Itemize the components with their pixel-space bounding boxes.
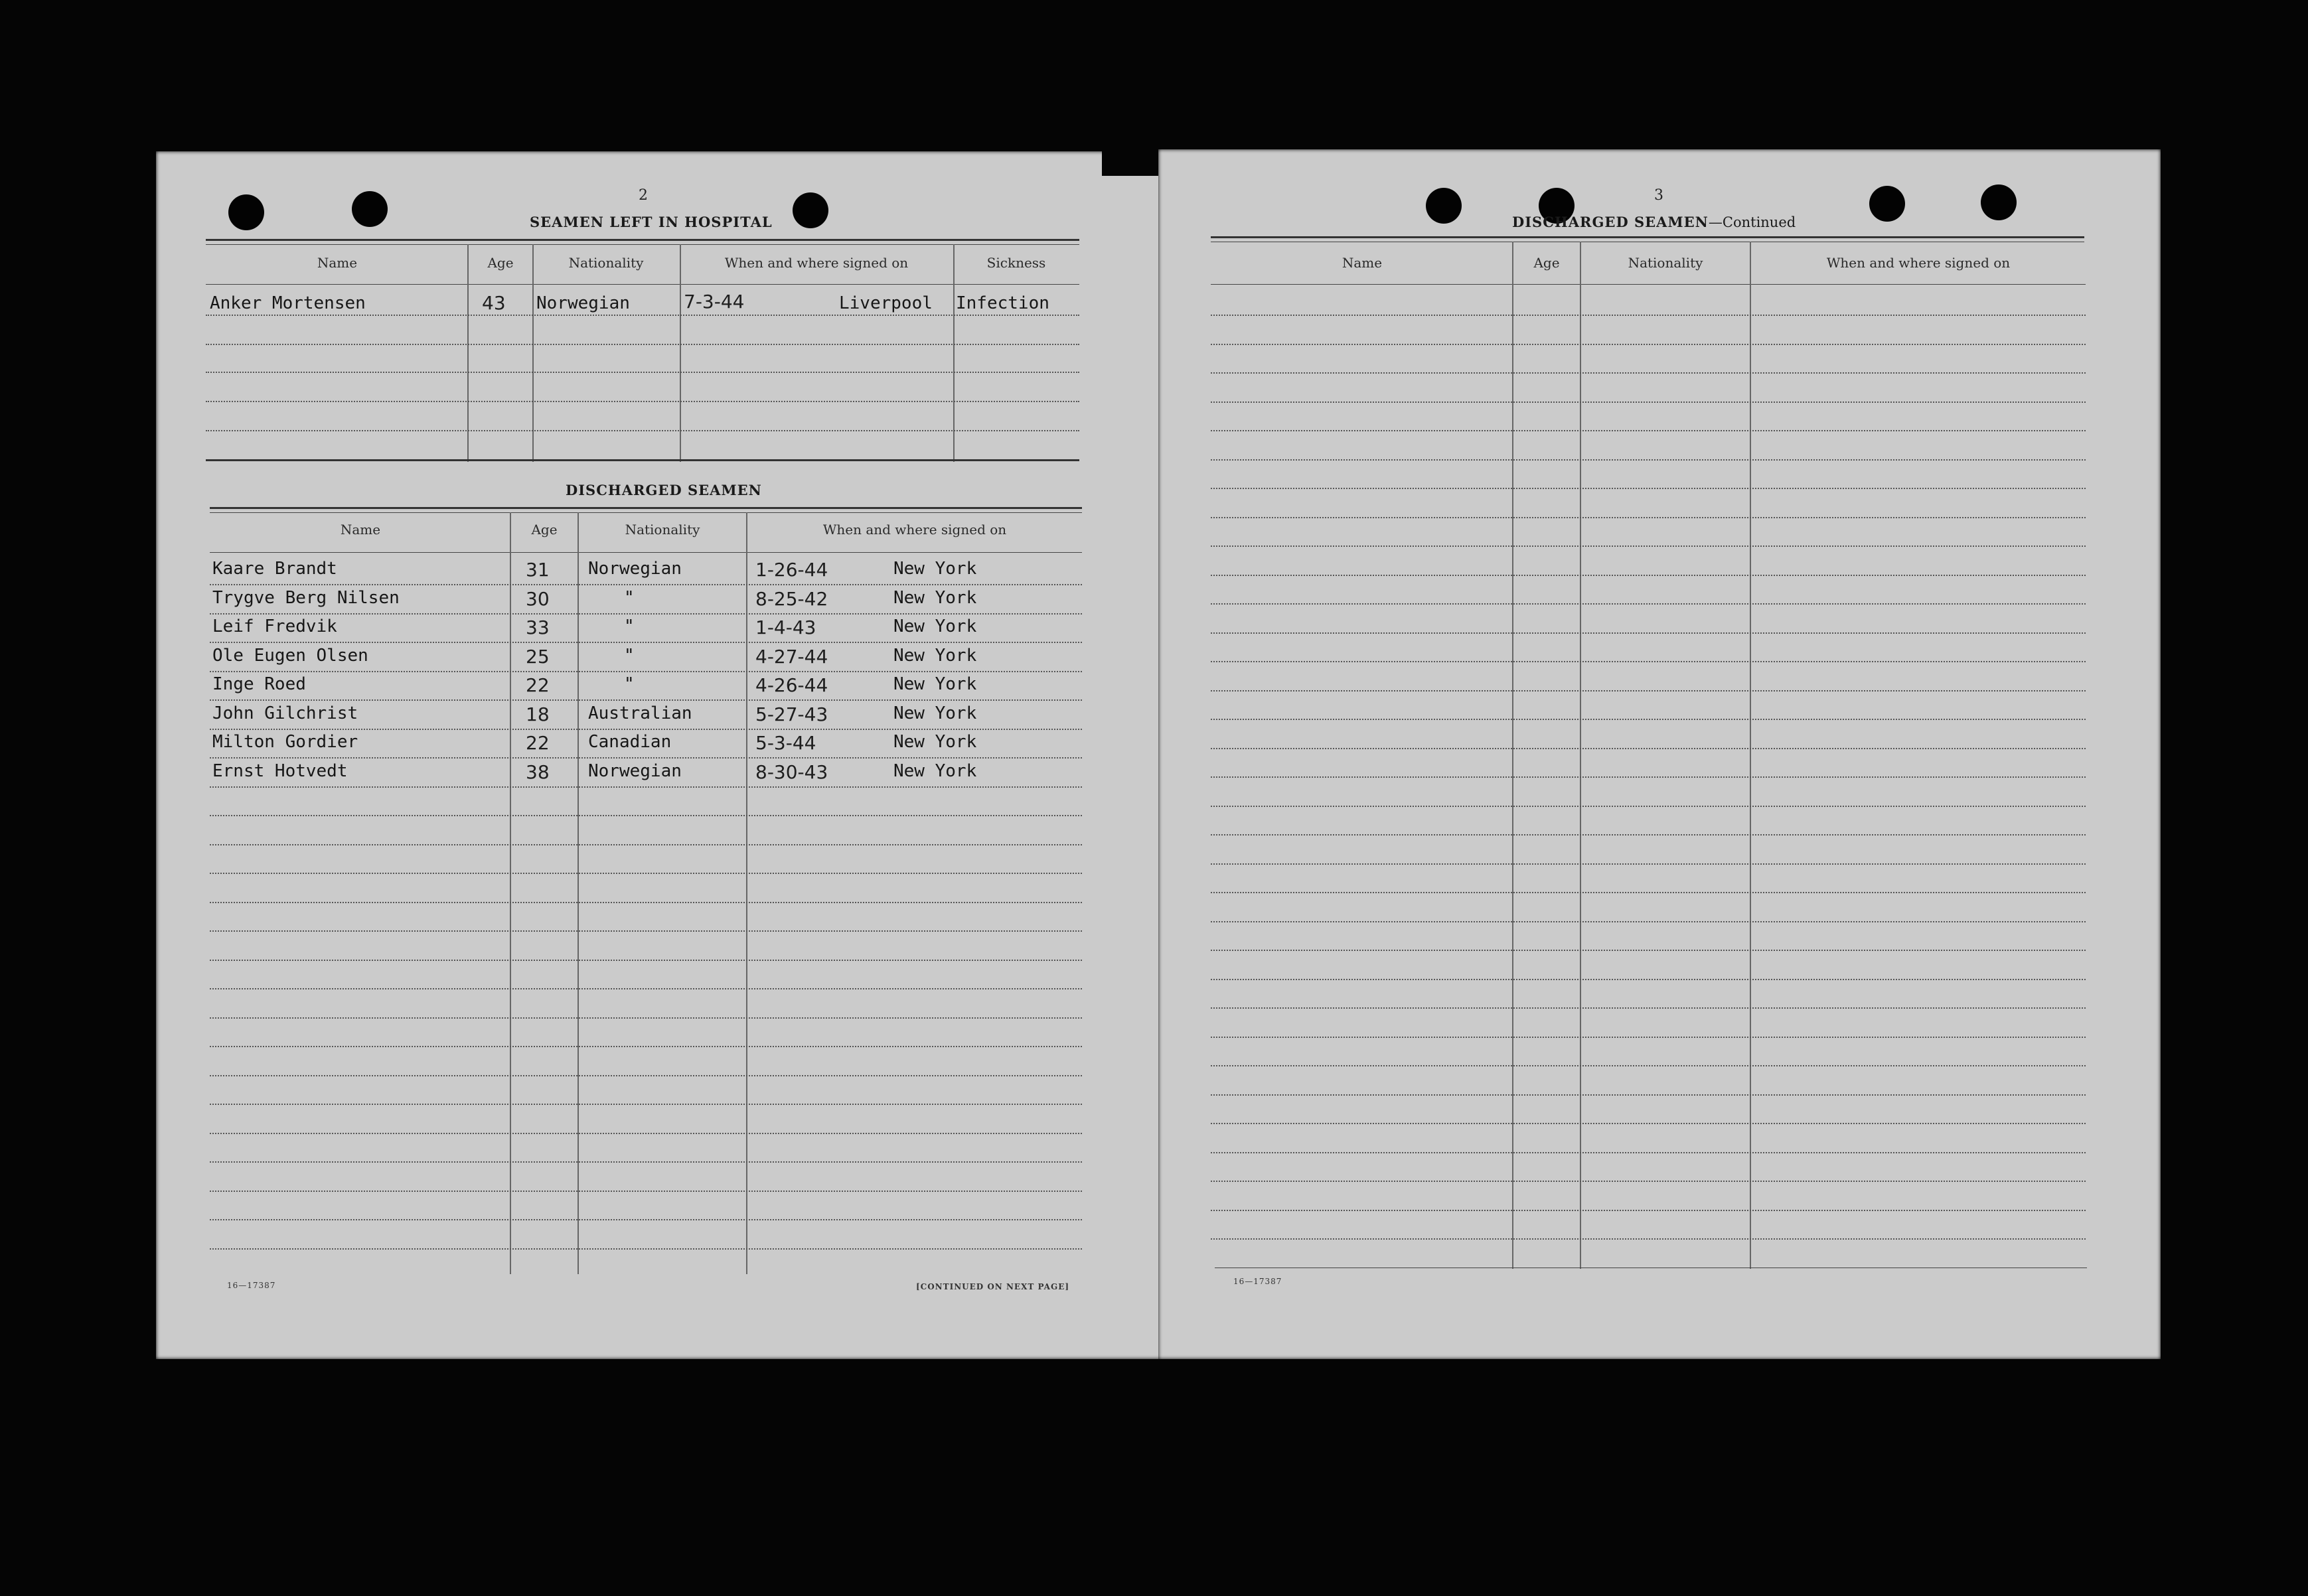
discharged-date: 1-26-44: [755, 559, 828, 581]
discharged-place: New York: [893, 761, 977, 781]
punch-hole: [1981, 184, 2017, 220]
row-rule: [1211, 1007, 2086, 1009]
column-divider: [577, 512, 579, 1274]
row-rule: [206, 372, 1079, 373]
col-header-signed-on: When and where signed on: [822, 522, 1007, 538]
row-rule: [210, 1191, 1082, 1192]
row-rule: [210, 729, 1082, 730]
right-section-title: [1512, 214, 1796, 230]
column-divider: [746, 512, 747, 1274]
discharged-age: 22: [526, 674, 550, 696]
column-divider: [510, 512, 511, 1274]
header-rule: [206, 239, 1079, 241]
discharged-age: 18: [526, 703, 550, 725]
col-header-age: Age: [531, 522, 558, 538]
discharged-nationality: ": [624, 645, 635, 666]
row-rule: [1211, 1152, 2086, 1153]
row-rule: [1211, 1123, 2086, 1124]
row-rule: [1211, 776, 2086, 778]
hospital-section-title: SEAMEN LEFT IN HOSPITAL: [530, 214, 773, 230]
row-rule: [210, 699, 1082, 701]
header-rule: [206, 244, 1079, 245]
column-divider: [1512, 242, 1513, 1269]
discharged-date: 1-4-43: [755, 617, 816, 638]
torn-edge: [1102, 143, 1165, 176]
row-rule: [1211, 921, 2086, 922]
row-rule: [1211, 748, 2086, 749]
hospital-age: 43: [482, 292, 506, 314]
row-rule: [1211, 459, 2086, 461]
row-rule: [210, 960, 1082, 961]
row-rule: [210, 1104, 1082, 1105]
column-divider: [532, 244, 534, 462]
punch-hole: [1869, 186, 1905, 222]
form-number-left: 16—17387: [227, 1281, 276, 1290]
hospital-nationality: Norwegian: [536, 293, 630, 313]
row-rule: [1211, 517, 2086, 518]
row-rule: [1211, 1181, 2086, 1182]
discharged-section-title: DISCHARGED SEAMEN: [566, 482, 762, 498]
row-rule: [206, 430, 1079, 431]
column-divider: [1750, 242, 1751, 1269]
column-divider: [1580, 242, 1581, 1269]
discharged-nationality: Canadian: [588, 732, 672, 752]
discharged-date: 8-30-43: [755, 761, 828, 783]
discharged-nationality: ": [624, 674, 635, 694]
row-rule: [210, 642, 1082, 643]
discharged-age: 38: [526, 761, 550, 783]
continued-note: [CONTINUED ON NEXT PAGE]: [916, 1282, 1070, 1291]
row-rule: [1211, 632, 2086, 634]
discharged-date: 5-27-43: [755, 703, 828, 725]
col-header-name: Name: [317, 255, 358, 271]
discharged-date: 4-27-44: [755, 645, 828, 668]
discharged-age: 30: [526, 587, 550, 610]
row-rule: [1211, 950, 2086, 951]
row-rule: [210, 1161, 1082, 1163]
row-rule: [210, 1133, 1082, 1134]
row-rule: [1211, 690, 2086, 691]
discharged-name: John Gilchrist: [212, 703, 358, 723]
discharged-name: Milton Gordier: [212, 732, 358, 752]
right-title-continued: —Continued: [1708, 214, 1796, 230]
discharged-nationality: Norwegian: [588, 761, 682, 781]
column-divider: [953, 244, 955, 462]
column-divider: [467, 244, 469, 462]
page-number-right: 3: [1654, 187, 1663, 204]
discharged-place: New York: [893, 732, 977, 752]
row-rule: [1211, 430, 2086, 431]
row-rule: [206, 401, 1079, 402]
row-rule: [210, 1248, 1082, 1250]
hospital-sickness: Infection: [956, 293, 1049, 313]
section-end-rule: [206, 459, 1079, 461]
discharged-nationality: Australian: [588, 703, 692, 723]
row-rule: [1211, 372, 2086, 374]
row-rule: [1211, 719, 2086, 720]
form-number-right: 16—17387: [1233, 1277, 1282, 1286]
row-rule: [210, 988, 1082, 989]
header-rule: [210, 507, 1082, 509]
discharged-date: 8-25-42: [755, 587, 828, 610]
discharged-place: New York: [893, 645, 977, 666]
discharged-place: New York: [893, 674, 977, 694]
col-header-nationality: Nationality: [625, 522, 700, 538]
row-rule: [210, 873, 1082, 874]
punch-hole: [228, 194, 264, 230]
punch-hole: [793, 192, 828, 228]
col-header-age: Age: [1533, 255, 1560, 271]
row-rule: [1211, 863, 2086, 865]
row-rule: [210, 671, 1082, 672]
row-rule: [210, 1017, 1082, 1019]
row-rule: [210, 815, 1082, 816]
col-header-nationality: Nationality: [1628, 255, 1703, 271]
col-header-name: Name: [1342, 255, 1383, 271]
punch-hole: [1426, 188, 1462, 224]
row-rule: [1211, 806, 2086, 807]
column-divider: [680, 244, 681, 462]
row-rule: [1211, 661, 2086, 662]
discharged-age: 22: [526, 732, 550, 754]
header-underline: [210, 552, 1082, 553]
discharged-age: 33: [526, 617, 550, 638]
discharged-place: New York: [893, 703, 977, 723]
row-rule: [210, 930, 1082, 932]
discharged-age: 25: [526, 645, 550, 668]
discharged-age: 31: [526, 559, 550, 581]
row-rule: [206, 315, 1079, 316]
row-rule: [1211, 344, 2086, 345]
row-rule: [1211, 488, 2086, 489]
discharged-name: Leif Fredvik: [212, 617, 337, 636]
discharged-place: New York: [893, 617, 977, 636]
row-rule: [1211, 545, 2086, 547]
discharged-place: New York: [893, 559, 977, 579]
row-rule: [1211, 1094, 2086, 1096]
discharged-date: 5-3-44: [755, 732, 816, 754]
row-rule: [210, 1219, 1082, 1220]
discharged-name: Inge Roed: [212, 674, 306, 694]
row-rule: [1211, 979, 2086, 980]
row-rule: [1211, 1238, 2086, 1240]
header-underline: [1211, 284, 2086, 285]
row-rule: [210, 786, 1082, 788]
col-header-name: Name: [340, 522, 381, 538]
punch-hole: [352, 191, 388, 227]
col-header-age: Age: [487, 255, 514, 271]
header-underline: [206, 284, 1079, 285]
row-rule: [1211, 575, 2086, 576]
discharged-name: Kaare Brandt: [212, 559, 337, 579]
row-rule: [1211, 1065, 2086, 1066]
row-rule: [1211, 1210, 2086, 1211]
col-header-signed-on: When and where signed on: [1826, 255, 2011, 271]
discharged-nationality: ": [624, 617, 635, 636]
hospital-name: Anker Mortensen: [210, 293, 366, 313]
header-rule: [210, 512, 1082, 513]
discharged-place: New York: [893, 587, 977, 608]
row-rule: [210, 757, 1082, 759]
row-rule: [210, 902, 1082, 903]
hospital-place: Liverpool: [839, 293, 933, 313]
discharged-nationality: ": [624, 587, 635, 608]
hospital-date: 7-3-44: [684, 291, 745, 313]
discharged-name: Ole Eugen Olsen: [212, 645, 368, 666]
right-title-text: DISCHARGED SEAMEN: [1512, 214, 1709, 230]
discharged-date: 4-26-44: [755, 674, 828, 696]
row-rule: [210, 844, 1082, 845]
row-rule: [210, 613, 1082, 615]
col-header-signed-on: When and where signed on: [724, 255, 909, 271]
row-rule: [210, 1075, 1082, 1076]
row-rule: [1211, 401, 2086, 403]
discharged-name: Ernst Hotvedt: [212, 761, 348, 781]
right-page: [1158, 149, 2161, 1359]
discharged-nationality: Norwegian: [588, 559, 682, 579]
header-rule: [1211, 236, 2084, 238]
row-rule: [210, 584, 1082, 585]
row-rule: [206, 344, 1079, 345]
col-header-nationality: Nationality: [568, 255, 644, 271]
left-page: [156, 151, 1165, 1359]
col-header-sickness: Sickness: [986, 255, 1046, 271]
row-rule: [1211, 603, 2086, 605]
discharged-name: Trygve Berg Nilsen: [212, 587, 400, 608]
row-rule: [1211, 892, 2086, 893]
row-rule: [1211, 834, 2086, 835]
page-number-left: 2: [639, 187, 648, 204]
row-rule: [210, 1046, 1082, 1047]
row-rule: [1211, 1037, 2086, 1038]
row-rule: [1211, 315, 2086, 316]
